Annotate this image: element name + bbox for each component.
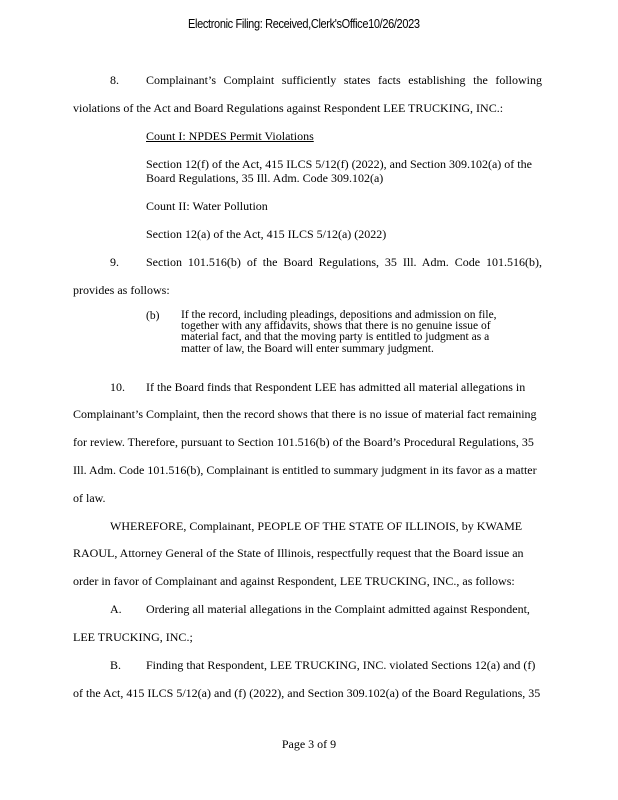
paragraph-10-line-2: Complainant’s Complaint, then the record shows that there is no issue of material fact remaining [73,407,537,421]
count-2-citation: Section 12(a) of the Act, 415 ILCS 5/12(a) (2022) [146,227,387,241]
wherefore-line-3: order in favor of Complainant and against Respondent, LEE TRUCKING, INC., as follows: [73,574,515,588]
item-b-label: B. [110,658,122,672]
paragraph-10-line-5: of law. [73,491,106,505]
quote-line-2: together with any affidavits, shows that there is no genuine issue of [181,320,491,333]
quote-line-4: matter of law, the Board will enter summary judgment. [181,342,434,355]
quote-label: (b) [146,310,160,322]
quote-line-3: material fact, and that the moving party is entitled to judgment as a [181,331,490,344]
paragraph-9-number: 9. [110,255,119,269]
paragraph-10-number: 10. [110,380,125,394]
wherefore-line-1: WHEREFORE, Complainant, PEOPLE OF THE STATE OF ILLINOIS, by KWAME [110,519,523,533]
item-a-line-2: LEE TRUCKING, INC.; [73,630,193,644]
paragraph-8-line-1: Complainant’s Complaint sufficiently states facts establishing the following [146,73,542,87]
item-a-line-1: Ordering all material allegations in the Complaint admitted against Respondent, [146,602,530,616]
item-b-line-1: Finding that Respondent, LEE TRUCKING, INC. violated Sections 12(a) and (f) [146,658,536,672]
item-b-line-2: of the Act, 415 ILCS 5/12(a) and (f) (2022), and Section 309.102(a) of the Board Regulations, 35 [73,686,541,700]
count-2-title: Count II: Water Pollution [146,199,268,213]
paragraph-10-line-4: Ill. Adm. Code 101.516(b), Complainant is entitled to summary judgment in its favor as a matter [73,463,537,477]
count-1-citation-line-1: Section 12(f) of the Act, 415 ILCS 5/12(f) (2022), and Section 309.102(a) of the [146,157,532,171]
filing-stamp-header: Electronic Filing: Received,Clerk'sOffice10/26/2023 [188,17,420,31]
block-quote [181,310,521,355]
count-1-title: Count I: NPDES Permit Violations [146,129,314,143]
count-1-citation-line-2: Board Regulations, 35 Ill. Adm. Code 309.102(a) [146,171,384,185]
paragraph-8-line-2: violations of the Act and Board Regulations against Respondent LEE TRUCKING, INC.: [73,101,504,115]
page-number-footer: Page 3 of 9 [281,737,337,751]
paragraph-9-line-2: provides as follows: [73,283,170,297]
wherefore-line-2: RAOUL, Attorney General of the State of Illinois, respectfully request that the Board issue an [73,546,524,560]
item-a-label: A. [110,602,122,616]
quote-line-1: If the record, including pleadings, depositions and admission on file, [181,309,497,321]
paragraph-10-line-1: If the Board finds that Respondent LEE has admitted all material allegations in [146,380,526,394]
paragraph-9-line-1: Section 101.516(b) of the Board Regulations, 35 Ill. Adm. Code 101.516(b), [146,255,542,269]
paragraph-10-line-3: for review. Therefore, pursuant to Section 101.516(b) of the Board’s Procedural Regulations, 35 [73,435,534,449]
paragraph-8-number: 8. [110,73,119,87]
